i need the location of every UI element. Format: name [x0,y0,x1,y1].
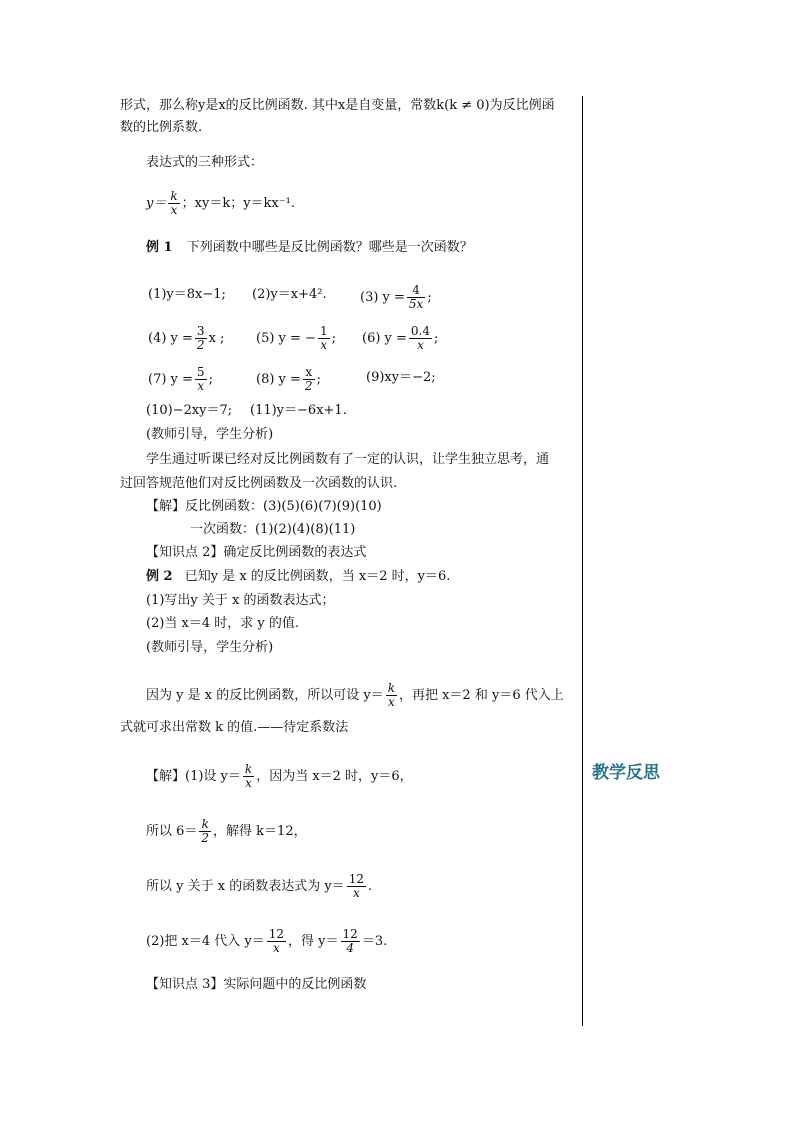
item-text: (4) y = [148,331,193,346]
fraction-numerator: k [387,681,395,695]
example1-item-1: (1)y＝8x−1; [148,287,226,302]
formula-text: ；xy＝k；y＝kx⁻¹. [181,196,295,211]
paragraph-line-2: 过回答规范他们对反比例函数及一次函数的认识. [120,476,398,491]
fraction-denominator: x [245,776,252,790]
item-text: ; [427,290,432,305]
example1-item-10: (10)−2xy＝7; [146,403,233,418]
fraction [168,190,179,217]
item-text: (7) y = [148,372,193,387]
intro-line-2: 数的比例系数. [120,120,203,135]
fraction [303,366,315,393]
fraction-denominator: 2 [196,338,205,352]
fraction-denominator: x [273,941,280,955]
fraction [386,682,397,709]
example1-item-5 [256,325,336,352]
item-text: (8) y = [256,372,301,387]
fraction-numerator: 12 [342,927,358,941]
fraction-denominator: x [197,379,205,393]
example1-question [146,238,473,258]
example1-item-3 [360,284,432,311]
solution-line-1: 【解】反比例函数：(3)(5)(6)(7)(9)(10) [146,499,382,514]
column-divider [582,96,583,1026]
solution-text: ＝3. [361,934,388,949]
item-text: (3) y = [360,290,405,305]
solution-step-2 [146,818,307,845]
fraction-denominator: 5x [408,297,424,311]
fraction [409,325,432,352]
example-label: 例 2 [146,569,173,584]
example2-subquestion-2: (2)当 x＝4 时，求 y 的值. [146,616,300,631]
teacher-guide: (教师引导，学生分析) [146,427,274,442]
fraction [341,928,360,955]
solution-text: 【解】(1)设 y＝ [146,769,241,784]
example1-item-4 [148,325,224,352]
solution-step-4 [146,928,387,955]
example1-item-7 [148,366,213,393]
fraction [195,325,207,352]
teacher-guide: (教师引导，学生分析) [146,640,274,655]
solution-text: . [367,879,373,894]
analysis-line-2: 式就可求出常数 k 的值.——待定系数法 [120,720,349,735]
item-text: ; [434,331,439,346]
fraction-denominator: 2 [201,831,210,845]
forms-heading: 表达式的三种形式： [146,155,264,170]
fraction [267,928,286,955]
fraction [407,284,425,311]
fraction-numerator: k [199,818,211,832]
fraction-denominator: 4 [346,941,354,955]
fraction-numerator: 1 [319,324,328,338]
solution-text: 所以 y 关于 x 的函数表达式为 y＝ [146,879,345,894]
fraction-numerator: 12 [348,872,364,886]
question-text: 下列函数中哪些是反比例函数？哪些是一次函数？ [186,240,473,255]
item-text: ; [208,372,213,387]
fraction-numerator: 5 [196,365,205,379]
example1-item-6 [362,325,438,352]
fraction [318,325,330,352]
fraction-denominator: x [352,886,360,900]
solution-line-2: 一次函数：(1)(2)(4)(8)(11) [190,522,356,537]
solution-text: (2)把 x＝4 代入 y＝ [146,934,265,949]
solution-step-1 [146,763,413,790]
example1-item-11: (11)y＝−6x+1. [250,403,347,418]
fraction [347,873,366,900]
example2-question [146,567,450,587]
solution-text: 所以 6＝ [146,824,198,839]
solution-text: ，得 y＝ [288,934,339,949]
fraction-numerator: 3 [196,324,205,338]
example-label: 例 1 [146,240,173,255]
example1-item-9: (9)xy＝−2; [366,370,436,385]
fraction-denominator: x [417,338,424,352]
fraction-numerator: 0.4 [410,324,431,338]
fraction-denominator: x [320,338,328,352]
question-text: 已知y 是 x 的反比例函数，当 x＝2 时，y＝6. [184,569,451,584]
item-text: ; [331,331,336,346]
example2-subquestion-1: (1)写出y 关于 x 的函数表达式； [146,593,335,608]
knowledge-point-3-title: 【知识点 3】实际问题中的反比例函数 [146,977,367,992]
paragraph-line-1: 学生通过听课已经对反比例函数有了一定的认识，让学生独立思考，通 [146,452,550,467]
item-text: (5) y = − [256,331,316,346]
example1-item-2: (2)y＝x+4². [252,287,327,302]
item-text: (6) y = [362,331,407,346]
solution-step-3 [146,873,372,900]
fraction-denominator: x [387,695,395,709]
fraction-numerator: k [170,189,178,203]
knowledge-point-2-title: 【知识点 2】确定反比例函数的表达式 [146,545,367,560]
analysis-line-1 [146,682,564,709]
solution-text: ，解得 k＝12， [213,824,307,839]
example1-item-8 [256,366,321,393]
fraction-numerator: 4 [407,284,425,298]
formula-text: y＝ [146,196,167,211]
item-text: x ; [208,331,225,346]
fraction-denominator: x [170,203,178,217]
fraction-denominator: 2 [304,379,313,393]
fraction [195,366,207,393]
fraction-numerator: x [303,366,315,380]
fraction-numerator: k [244,762,253,776]
analysis-text: ，再把 x＝2 和 y＝6 代入上 [398,688,564,703]
intro-line-1: 形式，那么称y是x的反比例函数. 其中x是自变量，常数k(k ≠ 0)为反比例函 [120,98,555,113]
fraction-numerator: 12 [268,927,285,941]
fraction [243,763,254,790]
fraction [199,818,211,845]
item-text: ; [316,372,321,387]
teaching-reflection-title: 教学反思 [592,763,660,783]
forms-formula [146,190,295,217]
solution-text: ，因为当 x＝2 时，y＝6， [256,769,413,784]
analysis-text: 因为 y 是 x 的反比例函数，所以可设 y＝ [146,688,384,703]
